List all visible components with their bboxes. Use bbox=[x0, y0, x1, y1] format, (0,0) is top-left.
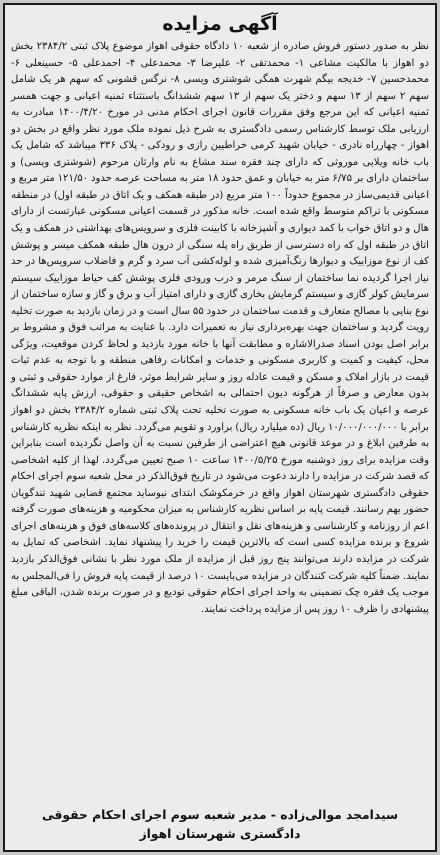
signature-organization: دادگستری شهرستان اهواز bbox=[139, 827, 301, 841]
signature-block bbox=[13, 806, 427, 844]
notice-body: نظر به صدور دستور فروش صادره از شعبه ۱۰ دادگاه حقوقی اهواز موضوع پلاک ثبتی ۲۳۸۴/۲ بخش دو اهواز با مالکیت مشاعی ۱- محمدتقی ۲- علیرضا ۳- محمدعلی ۴- احمدعلی ۵- حسینعلی ۶- محمدحسین ۷- خدیجه بیگم شهرت همگی شوشتری ویسی ۸- نرگس قشونی که سهم هر یک شامل سهم ۲ سهم از ۱۳ سهم و دختر یک سهم از ۱۳ سهم ششدانگ باستثناء ثمنیه اعیانی و جهت همسر ثمنیه اعیانی که این مرجع وفق مقررات قانون اجرای احکام مدنی در مورخ ۱۴۰۰/۴/۲۰ مبادرت به ارزیابی ملک توسط کارشناس رسمی دادگستری به شرح ذیل نموده ملک مورد نظر واقع در بخش دو اهواز - چهارراه نادری - خیابان شهید کرمی خراطیین رازی و رودکی - پلاک ۳۳۶ میباشد که شامل یک باب خانه ویلایی موروثی که دارای چند فقره سند مشاع به نام وارثان مرحوم (شوشتری ویسی) و ساختمان دارای بر ۶/۷۵ متر به خیابان و عمق حدود ۱۸ متر به مساحت عرصه حدود ۱۲۱/۵۰ متر مربع و اعیانی قدیمی‌ساز در مجموع حدوداً ۱۰۰ متر مربع (در طبقه همکف و یک اتاق در طبقه اول) در منطقه مسکونی با تراکم متوسط واقع شده است. خانه مذکور در قسمت اعیانی مسکونی عبارتست از دارای هال و دو اتاق خواب با کمد دیواری و آشپزخانه با کابینت فلزی و سرویس‌های بهداشتی در همکف و یک اتاق در طبقه اول که راه دسترسی از طریق راه پله سنگی از درون هال طبقه همکف میسر و پوشش کف از نوع موزاییک و دیوارها رنگ‌آمیزی شده و لوله‌کشی آب سرد و گرم و فاضلاب سرویس‌ها در حد نیاز اجرا گردیده نما ساختمان از سنگ مرمر و درب ورودی فلزی پوشش کف حیاط موزاییک سیستم سرمایش کولر گازی و سیستم گرمایش بخاری گازی و دارای امتیاز آب و برق و گاز و سازه ساختمان از نوع بنایی با مصالح متعارف و قدمت ساختمان در حدود ۵۵ سال است و در زمان بازدید به صورت تخلیه رویت گردید و ساختمان جهت بهره‌برداری نیاز به تعمیرات دارد. با عنایت به مراتب فوق و مشروط بر برابر اصل بودن اسناد صدرالاشاره و مطابقت آنها با خانه مورد بازدید و لحاظ کردن موقعیت، ویژگی محل، کیفیت و کمیت و کاربری مسکونی و خدمات و امکانات رفاهی منطقه و با توجه به عدم ثبات قیمت در بازار املاک و مسکن و قیمت عادله روز و سایر شرایط موثر، فارغ از موارد حقوقی و ثبتی و بدون معارض و صرفاً از هرگونه دیون احتمالی به اشخاص حقیقی و حقوقی، ارزش پایه ششدانگ عرصه و اعیان یک باب خانه مسکونی به صورت تخلیه تحت پلاک ثبتی شماره ۲۳۸۴/۲ بخش دو اهواز برابر با ۱۰/۰۰۰/۰۰۰/۰۰۰ ریال (ده میلیارد ریال) براورد و تقویم می‌گردد. نظر به اینکه نظریه کارشناس به طرفین ابلاغ و در موعد قانونی هیچ اعتراضی از طرفین نسبت به آن واصل نگردیده است بنابراین وقت مزایده برای روز دوشنبه مورخ ۱۴۰۰/۵/۲۵ ساعت ۱۰ صبح تعیین می‌گردد. لهذا از کلیه اشخاصی که قصد شرکت در مزایده را دارند دعوت می‌شود در تاریخ فوق‌الذکر در محل شعبه سوم اجرای احکام حقوقی دادگستری شهرستان اهواز واقع در خرمکوشک ابتدای نیوساید مجتمع قضایی شهید تندگویان حضور بهم رسانند. قیمت پایه بر اساس نظریه کارشناس به میزان محکومیه و هزینه‌های صورت گرفته اعم از روزنامه و کارشناسی و هزینه‌های نقل و انتقال در پرونده‌های کلاسه‌های فوق و هزینه‌های اجرای شروع و برنده مزایده کسی است که بالاترین قیمت را خرید را پیشنهاد نماید. اشخاصی که تمایل به شرکت در مزایده دارند می‌توانند پنج روز قبل از مزایده از ملک مورد نظر با نشانی فوق‌الذکر بازدید نمایند. ضمناً کلیه شرکت کنندگان در مزایده می‌بایست ۱۰ درصد از قیمت پایه فروش را فی‌المجلس به موجب یک فقره چک تضمینی به واحد اجرای احکام حقوقی تودیع و در صورت برنده شدن، الباقی مبلغ پیشنهادی را ظرف ۱۰ روز پس از مزایده پرداخت نمایند. bbox=[11, 41, 430, 615]
signature-name-title: سیدامجد موالی‌زاده - مدیر شعبه سوم اجرای احکام حقوقی bbox=[41, 808, 399, 822]
notice-title: آگهی مزایده bbox=[162, 13, 278, 35]
auction-notice bbox=[3, 3, 437, 852]
